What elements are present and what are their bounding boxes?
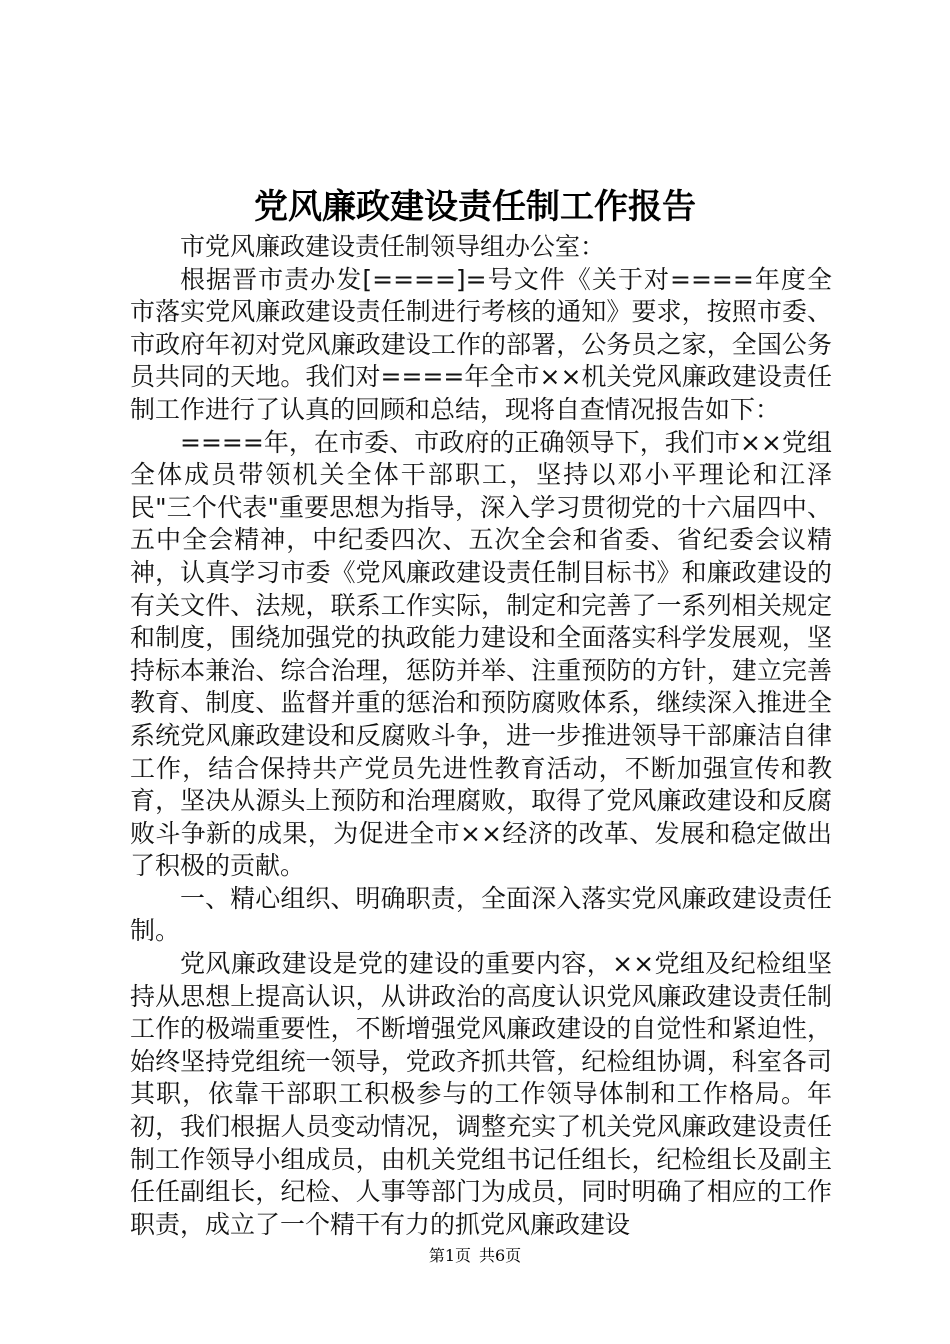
paragraph-intro: 根据晋市责办发[====]=号文件《关于对====年度全市落实党风廉政建设责任制进行考核的通知》要求，按照市委、市政府年初对党风廉政建设工作的部署，公务员之家，全国公务员共同的天地。我们对====年全市××机关党风廉政建设责任制工作进行了认真的回顾和总结，现将自查情况报告如下： bbox=[130, 264, 832, 424]
paragraph-salutation: 市党风廉政建设责任制领导组办公室： bbox=[180, 232, 606, 261]
paragraph-summary: ====年，在市委、市政府的正确领导下，我们市××党组全体成员带领机关全体干部职工，坚持以邓小平理论和江泽民"三个代表"重要思想为指导，深入学习贯彻党的十六届四中、五中全会精神，中纪委四次、五次全会和省委、省纪委会议精神，认真学习市委《党风廉政建设责任制目标书》和廉政建设的有关文件、法规，联系工作实际，制定和完善了一系列相关规定和制度，围绕加强党的执政能力建设和全面落实科学发展观，坚持标本兼治、综合治理，惩防并举、注重预防的方针，建立完善教育、制度、监督并重的惩治和预防腐败体系，继续深入推进全系统党风廉政建设和反腐败斗争，进一步推进领导干部廉洁自律工作，结合保持共产党员先进性教育活动，不断加强宣传和教育，坚决从源头上预防和治理腐败，取得了党风廉政建设和反腐败斗争新的成果，为促进全市××经济的改革、发展和稳定做出了积极的贡献。 bbox=[130, 427, 832, 881]
document-body bbox=[130, 231, 832, 1241]
paragraph-section-1: 党风廉政建设是党的建设的重要内容，××党组及纪检组坚持从思想上提高认识，从讲政治的高度认识党风廉政建设责任制工作的极端重要性，不断增强党风廉政建设的自觉性和紧迫性，始终坚持党组统一领导，党政齐抓共管，纪检组协调，科室各司其职，依靠干部职工积极参与的工作领导体制和工作格局。年初，我们根据人员变动情况，调整充实了机关党风廉政建设责任制工作领导小组成员，由机关党组书记任组长，纪检组长及副主任任副组长，纪检、人事等部门为成员，同时明确了相应的工作职责，成立了一个精干有力的抓党风廉政建设 bbox=[130, 949, 832, 1239]
page-number: 第1页 bbox=[428, 1246, 471, 1265]
page-total: 共6页 bbox=[479, 1246, 522, 1265]
page-footer bbox=[0, 1245, 950, 1267]
document-title: 党风廉政建设责任制工作报告 bbox=[254, 187, 696, 227]
section-heading-1: 一、精心组织、明确职责，全面深入落实党风廉政建设责任制。 bbox=[130, 883, 832, 946]
